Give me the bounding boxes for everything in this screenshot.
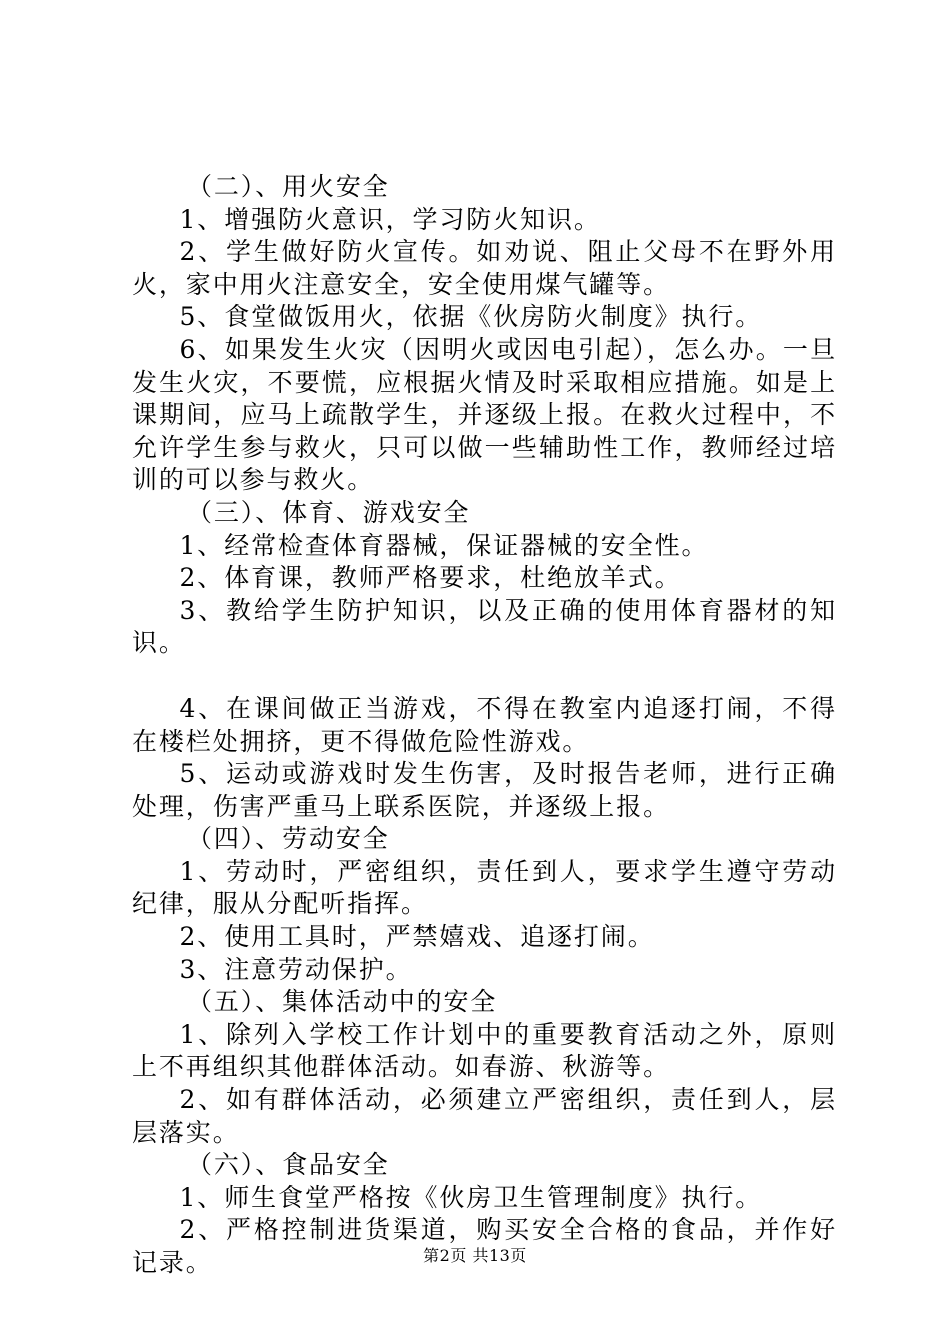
paragraph: 4、在课间做正当游戏，不得在教室内追逐打闹，不得在楼栏处拥挤，更不得做危险性游戏。	[132, 693, 837, 756]
paragraph: 1、劳动时，严密组织，责任到人，要求学生遵守劳动纪律，服从分配听指挥。	[132, 856, 837, 919]
paragraph: 6、如果发生火灾（因明火或因电引起），怎么办。一旦发生火灾，不要慌，应根据火情及时采取相应措施。如是上课期间，应马上疏散学生，并逐级上报。在救火过程中，不允许学生参与救火，只可以做一些辅助性工作，教师经过培训的可以参与救火。	[132, 334, 837, 495]
page-number-footer: 第2页 共13页	[423, 1246, 527, 1265]
paragraph: 1、经常检查体育器械，保证器械的安全性。	[179, 530, 709, 560]
section-heading-food-safety: （六）、食品安全	[187, 1150, 390, 1180]
document-body	[132, 171, 837, 1280]
paragraph: 5、食堂做饭用火，依据《伙房防火制度》执行。	[179, 302, 763, 332]
paragraph: 1、增强防火意识，学习防火知识。	[179, 204, 601, 234]
paragraph: 2、学生做好防火宣传。如劝说、阻止父母不在野外用火，家中用火注意安全，安全使用煤气罐等。	[132, 237, 837, 299]
paragraph: 2、使用工具时，严禁嬉戏、追逐打闹。	[179, 922, 655, 952]
section-heading-sports-safety: （三）、体育、游戏安全	[187, 497, 471, 527]
paragraph: 3、注意劳动保护。	[179, 954, 413, 984]
paragraph: 2、严格控制进货渠道，购买安全合格的食品，并作好记录。	[132, 1215, 837, 1277]
paragraph: 1、师生食堂严格按《伙房卫生管理制度》执行。	[179, 1182, 763, 1212]
paragraph: 2、如有群体活动，必须建立严密组织，责任到人，层层落实。	[132, 1085, 837, 1147]
paragraph: 5、运动或游戏时发生伤害，及时报告老师，进行正确处理，伤害严重马上联系医院，并逐级上报。	[132, 759, 837, 821]
section-heading-group-activity-safety: （五）、集体活动中的安全	[187, 987, 498, 1017]
paragraph: 2、体育课，教师严格要求，杜绝放羊式。	[179, 563, 682, 593]
section-heading-fire-safety: （二）、用火安全	[187, 172, 390, 201]
section-heading-labor-safety: （四）、劳动安全	[187, 824, 390, 854]
paragraph: 1、除列入学校工作计划中的重要教育活动之外，原则上不再组织其他群体活动。如春游、秋游等。	[132, 1019, 837, 1082]
paragraph: 3、教给学生防护知识，以及正确的使用体育器材的知识。	[132, 595, 837, 658]
blank-line	[132, 660, 837, 693]
